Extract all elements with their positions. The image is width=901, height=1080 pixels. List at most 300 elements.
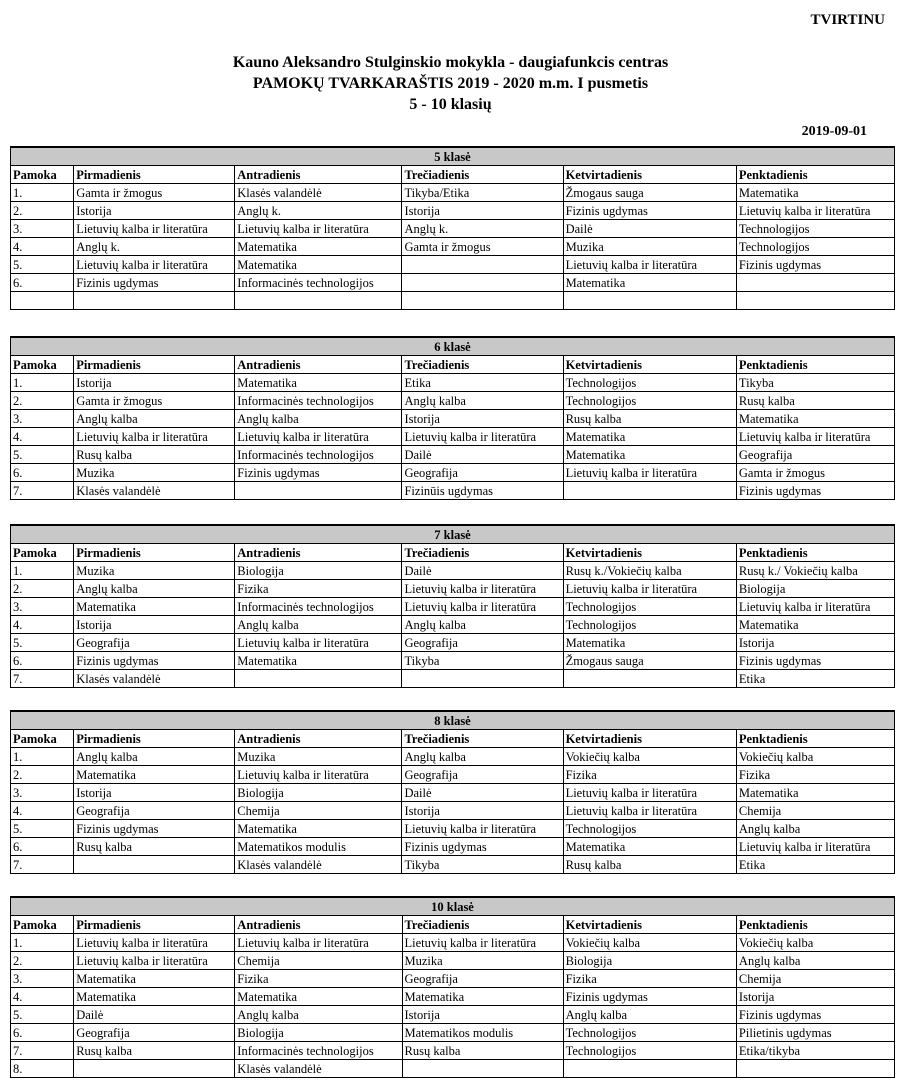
table-cell: Technologijos bbox=[563, 374, 736, 392]
table-cell: 8. bbox=[11, 1060, 74, 1078]
column-header-row bbox=[11, 166, 895, 184]
table-cell: Fizika bbox=[235, 970, 402, 988]
table-cell bbox=[563, 1060, 736, 1078]
table-cell: Lietuvių kalba ir literatūra bbox=[74, 952, 235, 970]
table-cell: Žmogaus sauga bbox=[563, 184, 736, 202]
table-cell: Fizinūis ugdymas bbox=[402, 482, 563, 500]
class-title: 10 klasė bbox=[11, 897, 895, 916]
column-header: Penktadienis bbox=[736, 166, 894, 184]
table-row bbox=[11, 580, 895, 598]
table-row bbox=[11, 464, 895, 482]
table-cell: Fizinis ugdymas bbox=[563, 988, 736, 1006]
table-cell: Lietuvių kalba ir literatūra bbox=[563, 256, 736, 274]
table-cell: Rusų kalba bbox=[74, 838, 235, 856]
table-cell: Technologijos bbox=[563, 616, 736, 634]
table-cell: Anglų k. bbox=[74, 238, 235, 256]
column-header: Ketvirtadienis bbox=[563, 356, 736, 374]
table-cell: Geografija bbox=[402, 970, 563, 988]
table-cell bbox=[235, 670, 402, 688]
table-cell: Fizinis ugdymas bbox=[563, 202, 736, 220]
column-header: Antradienis bbox=[235, 916, 402, 934]
table-cell: Matematika bbox=[235, 374, 402, 392]
table-cell: Matematika bbox=[235, 652, 402, 670]
table-cell: 3. bbox=[11, 410, 74, 428]
table-cell: Lietuvių kalba ir literatūra bbox=[563, 802, 736, 820]
table-cell: Istorija bbox=[74, 616, 235, 634]
table-row bbox=[11, 784, 895, 802]
column-header: Penktadienis bbox=[736, 544, 894, 562]
timetable-4 bbox=[10, 896, 895, 1078]
column-header: Trečiadienis bbox=[402, 544, 563, 562]
table-cell: Dailė bbox=[74, 1006, 235, 1024]
table-cell: Fizika bbox=[563, 970, 736, 988]
table-row bbox=[11, 988, 895, 1006]
table-row bbox=[11, 748, 895, 766]
table-cell: Klasės valandėlė bbox=[74, 670, 235, 688]
table-row bbox=[11, 482, 895, 500]
table-cell: Matematika bbox=[235, 988, 402, 1006]
table-cell: Anglų k. bbox=[235, 202, 402, 220]
table-row bbox=[11, 856, 895, 874]
table-cell: Matematika bbox=[74, 970, 235, 988]
table-cell: Lietuvių kalba ir literatūra bbox=[563, 580, 736, 598]
table-cell: Geografija bbox=[74, 634, 235, 652]
table-cell: Muzika bbox=[402, 952, 563, 970]
table-cell: 2. bbox=[11, 392, 74, 410]
column-header: Trečiadienis bbox=[402, 730, 563, 748]
table-cell: Geografija bbox=[402, 464, 563, 482]
table-cell bbox=[736, 292, 894, 310]
table-cell: Fizika bbox=[563, 766, 736, 784]
table-cell: Geografija bbox=[402, 766, 563, 784]
table-cell: Matematika bbox=[563, 838, 736, 856]
table-cell: Muzika bbox=[563, 238, 736, 256]
table-cell: Matematika bbox=[736, 184, 894, 202]
table-cell: Geografija bbox=[736, 446, 894, 464]
table-cell: Matematika bbox=[235, 256, 402, 274]
table-cell: Matematikos modulis bbox=[402, 1024, 563, 1042]
table-cell: 2. bbox=[11, 952, 74, 970]
column-header: Pirmadienis bbox=[74, 356, 235, 374]
table-cell: Matematika bbox=[235, 820, 402, 838]
table-cell: Fizinis ugdymas bbox=[736, 1006, 894, 1024]
table-row bbox=[11, 820, 895, 838]
class-title: 7 klasė bbox=[11, 525, 895, 544]
table-cell: Rusų k./ Vokiečių kalba bbox=[736, 562, 894, 580]
table-cell: Istorija bbox=[736, 988, 894, 1006]
timetable-0 bbox=[10, 146, 895, 310]
table-cell: Anglų kalba bbox=[235, 410, 402, 428]
table-cell: Fizinis ugdymas bbox=[736, 652, 894, 670]
table-cell: 4. bbox=[11, 428, 74, 446]
table-cell: Anglų kalba bbox=[736, 820, 894, 838]
table-cell: Vokiečių kalba bbox=[736, 934, 894, 952]
table-row bbox=[11, 1042, 895, 1060]
table-cell: Anglų k. bbox=[402, 220, 563, 238]
class-title-row bbox=[11, 337, 895, 356]
table-cell: Vokiečių kalba bbox=[563, 748, 736, 766]
table-cell: Technologijos bbox=[563, 598, 736, 616]
table-cell: Chemija bbox=[736, 802, 894, 820]
table-cell: Etika bbox=[736, 670, 894, 688]
table-cell: 6. bbox=[11, 652, 74, 670]
grades-range: 5 - 10 klasių bbox=[409, 96, 492, 113]
table-row bbox=[11, 934, 895, 952]
column-header: Pirmadienis bbox=[74, 166, 235, 184]
table-row bbox=[11, 802, 895, 820]
page-header bbox=[0, 52, 901, 115]
table-cell: Lietuvių kalba ir literatūra bbox=[235, 428, 402, 446]
table-cell: 6. bbox=[11, 838, 74, 856]
column-header: Trečiadienis bbox=[402, 916, 563, 934]
table-cell: Tikyba bbox=[736, 374, 894, 392]
table-cell: Istorija bbox=[402, 410, 563, 428]
table-cell: 4. bbox=[11, 616, 74, 634]
table-cell: Technologijos bbox=[563, 1024, 736, 1042]
table-row bbox=[11, 274, 895, 292]
table-row bbox=[11, 184, 895, 202]
table-cell: Muzika bbox=[74, 464, 235, 482]
table-cell bbox=[563, 482, 736, 500]
table-cell bbox=[402, 1060, 563, 1078]
table-cell: Dailė bbox=[402, 784, 563, 802]
table-cell: Žmogaus sauga bbox=[563, 652, 736, 670]
table-cell: 5. bbox=[11, 446, 74, 464]
table-row bbox=[11, 598, 895, 616]
table-row bbox=[11, 1060, 895, 1078]
table-cell: Lietuvių kalba ir literatūra bbox=[74, 220, 235, 238]
table-cell: Lietuvių kalba ir literatūra bbox=[235, 220, 402, 238]
table-cell: 4. bbox=[11, 802, 74, 820]
table-row bbox=[11, 670, 895, 688]
column-header: Pamoka bbox=[11, 166, 74, 184]
table-cell: Matematika bbox=[74, 988, 235, 1006]
table-cell: Geografija bbox=[74, 1024, 235, 1042]
table-row bbox=[11, 446, 895, 464]
table-cell: 2. bbox=[11, 766, 74, 784]
column-header: Penktadienis bbox=[736, 730, 894, 748]
table-row bbox=[11, 392, 895, 410]
table-cell: Lietuvių kalba ir literatūra bbox=[402, 934, 563, 952]
column-header: Antradienis bbox=[235, 544, 402, 562]
table-row bbox=[11, 952, 895, 970]
table-row bbox=[11, 410, 895, 428]
table-cell: Etika bbox=[736, 856, 894, 874]
table-cell: Matematika bbox=[736, 410, 894, 428]
table-cell: 3. bbox=[11, 598, 74, 616]
table-cell: Fizinis ugdymas bbox=[736, 482, 894, 500]
table-cell: Rusų kalba bbox=[74, 1042, 235, 1060]
table-cell: Istorija bbox=[74, 202, 235, 220]
table-cell: 1. bbox=[11, 934, 74, 952]
table-row bbox=[11, 652, 895, 670]
table-cell: Dailė bbox=[563, 220, 736, 238]
column-header-row bbox=[11, 916, 895, 934]
class-title: 5 klasė bbox=[11, 147, 895, 166]
table-cell: Geografija bbox=[402, 634, 563, 652]
column-header: Pamoka bbox=[11, 730, 74, 748]
column-header-row bbox=[11, 356, 895, 374]
table-cell: Muzika bbox=[235, 748, 402, 766]
approval-stamp: TVIRTINU bbox=[810, 12, 885, 28]
column-header: Pamoka bbox=[11, 916, 74, 934]
table-cell: Etika/tikyba bbox=[736, 1042, 894, 1060]
table-cell: Anglų kalba bbox=[563, 1006, 736, 1024]
table-row bbox=[11, 428, 895, 446]
table-cell: Fizinis ugdymas bbox=[74, 652, 235, 670]
table-cell: Lietuvių kalba ir literatūra bbox=[402, 820, 563, 838]
column-header: Antradienis bbox=[235, 730, 402, 748]
table-cell: Geografija bbox=[74, 802, 235, 820]
document-date: 2019-09-01 bbox=[801, 124, 867, 139]
table-cell: Vokiečių kalba bbox=[736, 748, 894, 766]
table-cell: Informacinės technologijos bbox=[235, 274, 402, 292]
table-cell: Fizika bbox=[235, 580, 402, 598]
class-title-row bbox=[11, 147, 895, 166]
table-cell: Etika bbox=[402, 374, 563, 392]
class-title: 8 klasė bbox=[11, 711, 895, 730]
table-cell: Istorija bbox=[736, 634, 894, 652]
table-cell: Lietuvių kalba ir literatūra bbox=[235, 766, 402, 784]
table-cell: Gamta ir žmogus bbox=[74, 184, 235, 202]
table-cell: Istorija bbox=[74, 784, 235, 802]
table-cell: 1. bbox=[11, 748, 74, 766]
column-header: Pirmadienis bbox=[74, 730, 235, 748]
table-cell: Matematika bbox=[235, 238, 402, 256]
table-cell: Matematika bbox=[74, 598, 235, 616]
table-cell: Lietuvių kalba ir literatūra bbox=[402, 598, 563, 616]
table-cell: Fizinis ugdymas bbox=[235, 464, 402, 482]
table-cell bbox=[736, 274, 894, 292]
table-cell: 6. bbox=[11, 1024, 74, 1042]
table-cell: Vokiečių kalba bbox=[563, 934, 736, 952]
table-cell: Tikyba/Etika bbox=[402, 184, 563, 202]
table-cell: Chemija bbox=[235, 952, 402, 970]
table-cell: Istorija bbox=[402, 802, 563, 820]
table-row bbox=[11, 562, 895, 580]
table-cell: 1. bbox=[11, 562, 74, 580]
table-cell: Biologija bbox=[235, 562, 402, 580]
column-header: Trečiadienis bbox=[402, 166, 563, 184]
table-cell: Gamta ir žmogus bbox=[402, 238, 563, 256]
table-cell: 6. bbox=[11, 464, 74, 482]
table-cell: Informacinės technologijos bbox=[235, 392, 402, 410]
table-cell: Lietuvių kalba ir literatūra bbox=[736, 838, 894, 856]
class-title: 6 klasė bbox=[11, 337, 895, 356]
table-cell bbox=[235, 292, 402, 310]
table-cell: Istorija bbox=[74, 374, 235, 392]
table-cell bbox=[74, 1060, 235, 1078]
table-cell: Lietuvių kalba ir literatūra bbox=[235, 634, 402, 652]
table-cell bbox=[402, 274, 563, 292]
table-cell: 5. bbox=[11, 1006, 74, 1024]
table-cell bbox=[402, 670, 563, 688]
table-cell: 3. bbox=[11, 220, 74, 238]
column-header: Pamoka bbox=[11, 544, 74, 562]
column-header: Pirmadienis bbox=[74, 916, 235, 934]
table-row bbox=[11, 202, 895, 220]
table-cell: Biologija bbox=[736, 580, 894, 598]
table-row bbox=[11, 292, 895, 310]
table-cell: Klasės valandėlė bbox=[235, 856, 402, 874]
column-header: Antradienis bbox=[235, 356, 402, 374]
table-cell: 3. bbox=[11, 784, 74, 802]
table-cell: Anglų kalba bbox=[235, 616, 402, 634]
table-cell: Matematika bbox=[563, 274, 736, 292]
table-cell: 2. bbox=[11, 580, 74, 598]
table-cell: Lietuvių kalba ir literatūra bbox=[235, 934, 402, 952]
table-cell: Klasės valandėlė bbox=[74, 482, 235, 500]
table-cell bbox=[563, 292, 736, 310]
table-cell: Biologija bbox=[563, 952, 736, 970]
table-cell: Informacinės technologijos bbox=[235, 1042, 402, 1060]
table-cell: Istorija bbox=[402, 1006, 563, 1024]
table-cell: Lietuvių kalba ir literatūra bbox=[563, 784, 736, 802]
table-cell: Lietuvių kalba ir literatūra bbox=[736, 428, 894, 446]
table-cell: Lietuvių kalba ir literatūra bbox=[736, 598, 894, 616]
table-cell: Anglų kalba bbox=[74, 748, 235, 766]
table-cell: 3. bbox=[11, 970, 74, 988]
table-cell: Istorija bbox=[402, 202, 563, 220]
table-cell: Matematika bbox=[74, 766, 235, 784]
table-cell: 5. bbox=[11, 256, 74, 274]
table-cell: Fizinis ugdymas bbox=[402, 838, 563, 856]
table-cell bbox=[563, 670, 736, 688]
table-cell: Technologijos bbox=[563, 1042, 736, 1060]
class-title-row bbox=[11, 711, 895, 730]
table-row bbox=[11, 766, 895, 784]
class-title-row bbox=[11, 525, 895, 544]
column-header: Ketvirtadienis bbox=[563, 166, 736, 184]
table-cell: Dailė bbox=[402, 562, 563, 580]
column-header: Ketvirtadienis bbox=[563, 544, 736, 562]
table-cell: Tikyba bbox=[402, 856, 563, 874]
column-header: Pamoka bbox=[11, 356, 74, 374]
table-cell: Muzika bbox=[74, 562, 235, 580]
table-cell: Chemija bbox=[235, 802, 402, 820]
column-header: Penktadienis bbox=[736, 356, 894, 374]
table-cell: Lietuvių kalba ir literatūra bbox=[402, 428, 563, 446]
table-row bbox=[11, 838, 895, 856]
column-header: Ketvirtadienis bbox=[563, 916, 736, 934]
table-cell: Biologija bbox=[235, 1024, 402, 1042]
table-cell: Informacinės technologijos bbox=[235, 446, 402, 464]
table-cell: Rusų kalba bbox=[563, 856, 736, 874]
table-cell: 5. bbox=[11, 634, 74, 652]
table-cell: 1. bbox=[11, 374, 74, 392]
column-header-row bbox=[11, 544, 895, 562]
table-cell: Fizika bbox=[736, 766, 894, 784]
table-cell: Lietuvių kalba ir literatūra bbox=[736, 202, 894, 220]
table-row bbox=[11, 616, 895, 634]
table-cell: Fizinis ugdymas bbox=[74, 820, 235, 838]
table-row bbox=[11, 634, 895, 652]
table-cell: Biologija bbox=[235, 784, 402, 802]
table-cell bbox=[736, 1060, 894, 1078]
table-cell: Pilietinis ugdymas bbox=[736, 1024, 894, 1042]
column-header: Penktadienis bbox=[736, 916, 894, 934]
table-cell: Anglų kalba bbox=[235, 1006, 402, 1024]
column-header: Ketvirtadienis bbox=[563, 730, 736, 748]
table-cell: Technologijos bbox=[563, 392, 736, 410]
table-cell: Matematikos modulis bbox=[235, 838, 402, 856]
table-cell bbox=[402, 292, 563, 310]
table-cell: 2. bbox=[11, 202, 74, 220]
column-header: Pirmadienis bbox=[74, 544, 235, 562]
table-row bbox=[11, 374, 895, 392]
table-cell: 5. bbox=[11, 820, 74, 838]
table-cell: Lietuvių kalba ir literatūra bbox=[74, 934, 235, 952]
table-cell: 7. bbox=[11, 482, 74, 500]
timetable-1 bbox=[10, 336, 895, 500]
table-cell: Tikyba bbox=[402, 652, 563, 670]
table-cell: Matematika bbox=[736, 616, 894, 634]
table-cell: 6. bbox=[11, 274, 74, 292]
table-cell: Technologijos bbox=[736, 220, 894, 238]
table-cell: Rusų kalba bbox=[402, 1042, 563, 1060]
table-cell bbox=[235, 482, 402, 500]
schedule-title: PAMOKŲ TVARKARAŠTIS 2019 - 2020 m.m. I pusmetis bbox=[252, 75, 649, 92]
table-cell: Chemija bbox=[736, 970, 894, 988]
school-name: Kauno Aleksandro Stulginskio mokykla - daugiafunkcis centras bbox=[232, 54, 669, 71]
table-cell: Lietuvių kalba ir literatūra bbox=[74, 256, 235, 274]
timetable-3 bbox=[10, 710, 895, 874]
class-title-row bbox=[11, 897, 895, 916]
table-cell bbox=[402, 256, 563, 274]
table-cell: Fizinis ugdymas bbox=[74, 274, 235, 292]
table-cell bbox=[74, 856, 235, 874]
table-row bbox=[11, 256, 895, 274]
table-cell: Anglų kalba bbox=[402, 748, 563, 766]
table-cell bbox=[11, 292, 74, 310]
table-cell: Matematika bbox=[563, 446, 736, 464]
table-row bbox=[11, 970, 895, 988]
column-header: Antradienis bbox=[235, 166, 402, 184]
table-cell: Anglų kalba bbox=[736, 952, 894, 970]
table-cell: 4. bbox=[11, 988, 74, 1006]
table-cell: Technologijos bbox=[736, 238, 894, 256]
table-cell: Anglų kalba bbox=[402, 616, 563, 634]
table-cell: Lietuvių kalba ir literatūra bbox=[402, 580, 563, 598]
table-cell: 1. bbox=[11, 184, 74, 202]
table-row bbox=[11, 220, 895, 238]
table-cell: Lietuvių kalba ir literatūra bbox=[563, 464, 736, 482]
table-cell: Rusų kalba bbox=[74, 446, 235, 464]
table-cell: Dailė bbox=[402, 446, 563, 464]
table-cell: Anglų kalba bbox=[402, 392, 563, 410]
timetable-2 bbox=[10, 524, 895, 688]
table-row bbox=[11, 1024, 895, 1042]
table-cell: Rusų kalba bbox=[563, 410, 736, 428]
table-cell: Anglų kalba bbox=[74, 580, 235, 598]
table-cell: Technologijos bbox=[563, 820, 736, 838]
table-cell: Informacinės technologijos bbox=[235, 598, 402, 616]
table-cell: Klasės valandėlė bbox=[235, 184, 402, 202]
table-cell: Rusų k./Vokiečių kalba bbox=[563, 562, 736, 580]
table-cell: Rusų kalba bbox=[736, 392, 894, 410]
table-cell: Matematika bbox=[563, 428, 736, 446]
table-cell: Matematika bbox=[736, 784, 894, 802]
table-cell: 7. bbox=[11, 670, 74, 688]
table-cell bbox=[74, 292, 235, 310]
table-cell: Gamta ir žmogus bbox=[74, 392, 235, 410]
table-cell: 4. bbox=[11, 238, 74, 256]
table-row bbox=[11, 238, 895, 256]
table-cell: 7. bbox=[11, 856, 74, 874]
table-row bbox=[11, 1006, 895, 1024]
table-cell: Matematika bbox=[402, 988, 563, 1006]
table-cell: 7. bbox=[11, 1042, 74, 1060]
